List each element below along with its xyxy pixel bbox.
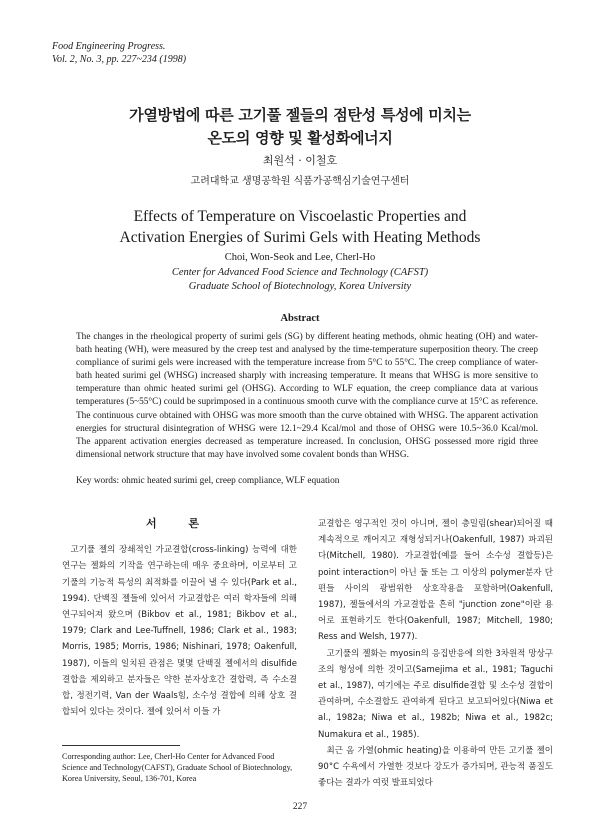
korean-title-line1: 가열방법에 따른 고기풀 젤들의 점탄성 특성에 미치는 (129, 106, 471, 124)
korean-title (40, 104, 560, 150)
body-paragraph: 최근 옴 가열(ohmic heating)을 이용하여 만든 고기풀 젤이 90°C 수욕에서 가열한 것보다 강도가 증가되며, 관능적 품질도 좋다는 결과가 여럿 발표되었다 (318, 745, 553, 789)
keywords: Key words: ohmic heated surimi gel, creep compliance, WLF equation (76, 476, 340, 486)
english-title-line1: Effects of Temperature on Viscoelastic Properties and (133, 208, 467, 225)
english-affiliation-line2: Graduate School of Biotechnology, Korea University (188, 281, 412, 292)
korean-affiliation: 고려대학교 생명공학원 식품가공핵심기술연구센터 (190, 176, 410, 187)
english-affiliation-line1: Center for Advanced Food Science and Technology (CAFST) (171, 267, 429, 278)
english-authors: Choi, Won-Seok and Lee, Cherl-Ho (224, 252, 376, 263)
body-column-right (318, 516, 553, 791)
section-heading-introduction: 서 론 (145, 517, 214, 530)
abstract-text: The changes in the rheological property of surimi gels (SG) by different heating methods, ohmic heating (OH) and water-bath heating (WH), were measured by the creep test and analysed by the time-temperature superposition theory. The creep compliance of surimi gels were increased with the temperature increase from 5°C to 55°C. The creep compliance of water-bath heated surimi gel (WHSG) increased sharply with increasing temperature. It means that WHSG is more sensitive to temperature than ohmic heated surimi gel (OHSG). According to WLF equation, the creep compliance data at various temperatures (5~55°C) could be suprimposed in a continuous smooth curve with the compliance curve at 15°C as reference. The continuous curve obtained with OHSG was more smooth than the curve obtained with WHSG. The apparent activation energies for structural disintegration of WHSG were 12.1~29.4 Kcal/mol and those of OHSG were 10.5~36.0 Kcal/mol. The apparent activation energies decreased as temperature increased. In conclusion, OHSG possessed more rigid three dimensional network structure that may have involved some covalent bonds than WHSG. (76, 332, 538, 460)
corresponding-author-footnote: Corresponding author: Lee, Cherl-Ho Center for Advanced Food Science and Technology(CAFST), Graduate School of Biotechnology, Korea University, Seoul, 136-701, Korea (62, 752, 293, 783)
english-title (40, 206, 560, 248)
journal-name: Food Engineering Progress. (52, 41, 166, 52)
korean-authors: 최원석 · 이철호 (262, 154, 338, 167)
english-title-line2: Activation Energies of Surimi Gels with Heating Methods (119, 229, 481, 246)
body-column-left (62, 512, 297, 720)
body-paragraph: 고기풀 젤의 장쇄적인 가교결합(cross-linking) 능력에 대한 연구는 젤화의 기작을 연구하는데 매우 중요하며, 이로부터 고기풀의 기능적 특성의 최적화를 이끌어 낼 수 있다(Park et al., 1994). 단백질 젤들에 있어서 가교결합은 여러 학자들에 의해 연구되어져 왔으며 (Bikbov et al., 1981; Bikbov et al., 1979; Clark and Lee-Tuffnell, 1986; Clark et al., 1983; Morris, 1985; Morris, 1986; Nishinari, 1978; Oakenfull, 1987), 이들의 일치된 관점은 몇몇 단백질 젤에서의 disulfide결합을 제외하고 분자들은 약한 분자상호간 결합력, 즉 수소결합, 정전기력, Van der Waals힘, 소수성 결합에 의해 상호 결합되어 있다는 것이다. 젤에 있어서 이들 가 (62, 545, 297, 718)
body-paragraph: 고기풀의 젤화는 myosin의 응집반응에 의한 3차원적 망상구조의 형성에 의한 것이고(Samejima et al., 1981; Taguchi et al., 1987), 여기에는 주로 disulfide결합 및 소수성 결합이 관여하며, 수소결합도 관여하게 된다고 보고되어있다(Niwa et al., 1982a; Niwa et al., 1982b; Niwa et al., 1982c; Numakura et al., 1985). (318, 648, 553, 740)
journal-header (52, 40, 186, 66)
abstract-heading: Abstract (280, 313, 320, 324)
page-number: 227 (292, 802, 308, 812)
body-paragraph: 교결합은 영구적인 것이 아니며, 젤이 층밀림(shear)되어질 때 계속적으로 깨어지고 재형성되거나(Oakenfull, 1987) 파괴된다(Mitchell, 1980). 가교결합(예를 들어 소수성 결합등)은 point interaction이 아닌 둘 또는 그 이상의 polymer분자 단편들 사이의 광범위한 상호작용을 포함하며(Oakenfull, 1987), 젤들에서의 가교결합을 흔히 "junction zone"이란 용어로 표현하기도 한다(Oakenfull, 1987; Mitchell, 1980; Ress and Welsh, 1977). (318, 519, 553, 643)
journal-volume: Vol. 2, No. 3, pp. 227~234 (1998) (52, 54, 187, 65)
footnote-divider (62, 745, 180, 746)
korean-title-line2: 온도의 영향 및 활성화에너지 (207, 129, 393, 147)
english-affiliation (0, 266, 600, 294)
